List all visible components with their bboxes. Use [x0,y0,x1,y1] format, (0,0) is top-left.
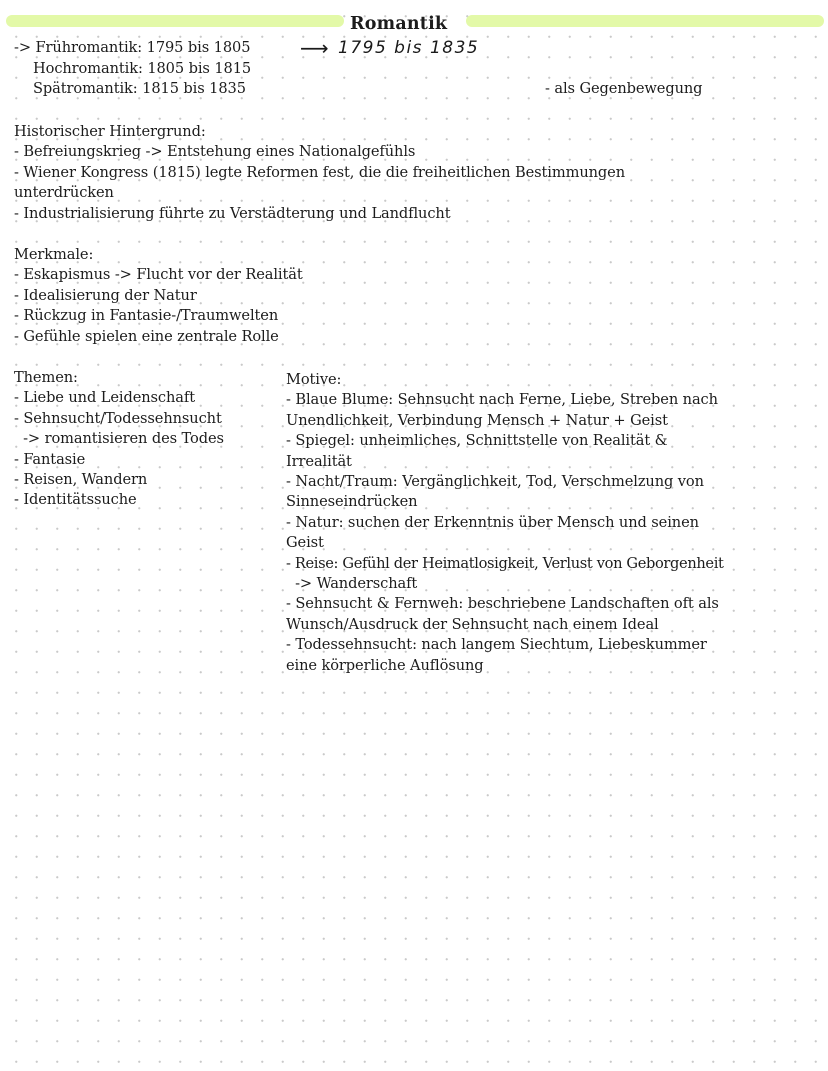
themes-line: - Liebe und Leidenschaft [14,389,195,407]
historical-line: unterdrücken [14,184,114,202]
motifs-heading: Motive: [286,371,342,388]
features-line: - Rückzug in Fantasie-/Traumwelten [14,307,279,325]
motifs-line: Unendlichkeit, Verbindung Mensch + Natur + Geist [286,411,668,429]
motifs-line: - Sehnsucht & Fernweh: beschriebene Landschaften oft als [286,595,719,613]
historical-heading: Historischer Hintergrund: [14,123,206,140]
handwritten-range: 1795 bis 1835 [338,38,480,58]
motifs-line: - Spiegel: unheimliches, Schnittstelle von Realität & [286,432,668,450]
counter-movement-note: - als Gegenbewegung [545,80,703,97]
themes-line: - Sehnsucht/Todessehnsucht [14,409,222,427]
themes-line: - Identitätssuche [14,491,137,509]
themes-line: -> romantisieren des Todes [14,430,224,448]
motifs-line: - Reise: Gefühl der Heimatlosigkeit, Verlust von Geborgenheit [286,554,724,572]
motifs-line: - Blaue Blume: Sehnsucht nach Ferne, Liebe, Streben nach [286,391,718,409]
themes-heading: Themen: [14,369,78,386]
themes-section [14,368,224,511]
historical-line: - Industrialisierung führte zu Verstädterung und Landflucht [14,204,451,222]
motifs-line: - Todessehnsucht: nach langem Siechtum, Liebeskummer [286,636,707,654]
historical-line: - Wiener Kongress (1815) legte Reformen fest, die die freiheitlichen Bestimmungen [14,163,625,181]
motifs-line: - Natur: suchen der Erkenntnis über Mensch und seinen [286,513,699,531]
period-early: -> Frühromantik: 1795 bis 1805 [14,39,251,56]
motifs-line: Irrealität [286,452,352,470]
features-line: - Idealisierung der Natur [14,286,197,304]
motifs-line: -> Wanderschaft [286,575,418,593]
motifs-line: Geist [286,534,324,552]
handwritten-arrow: ⟶ [300,36,329,60]
period-late: Spätromantik: 1815 bis 1835 [33,80,246,97]
motifs-line: eine körperliche Auflösung [286,656,484,674]
features-line: - Gefühle spielen eine zentrale Rolle [14,327,279,345]
motifs-section [286,370,724,676]
historical-line: - Befreiungskrieg -> Entstehung eines Nationalgefühls [14,143,416,161]
features-section [14,245,303,347]
historical-section [14,122,625,224]
features-line: - Eskapismus -> Flucht vor der Realität [14,266,303,284]
page-title: Romantik [350,14,448,34]
motifs-line: Wunsch/Ausdruck der Sehnsucht nach einem Ideal [286,615,659,633]
themes-line: - Reisen, Wandern [14,471,148,489]
themes-line: - Fantasie [14,450,86,468]
motifs-line: Sinneseindrücken [286,493,418,511]
motifs-line: - Nacht/Traum: Vergänglichkeit, Tod, Verschmelzung von [286,473,704,491]
title-highlight-right [466,15,824,27]
title-highlight-left [6,15,344,27]
features-heading: Merkmale: [14,246,94,263]
period-high: Hochromantik: 1805 bis 1815 [33,60,252,77]
